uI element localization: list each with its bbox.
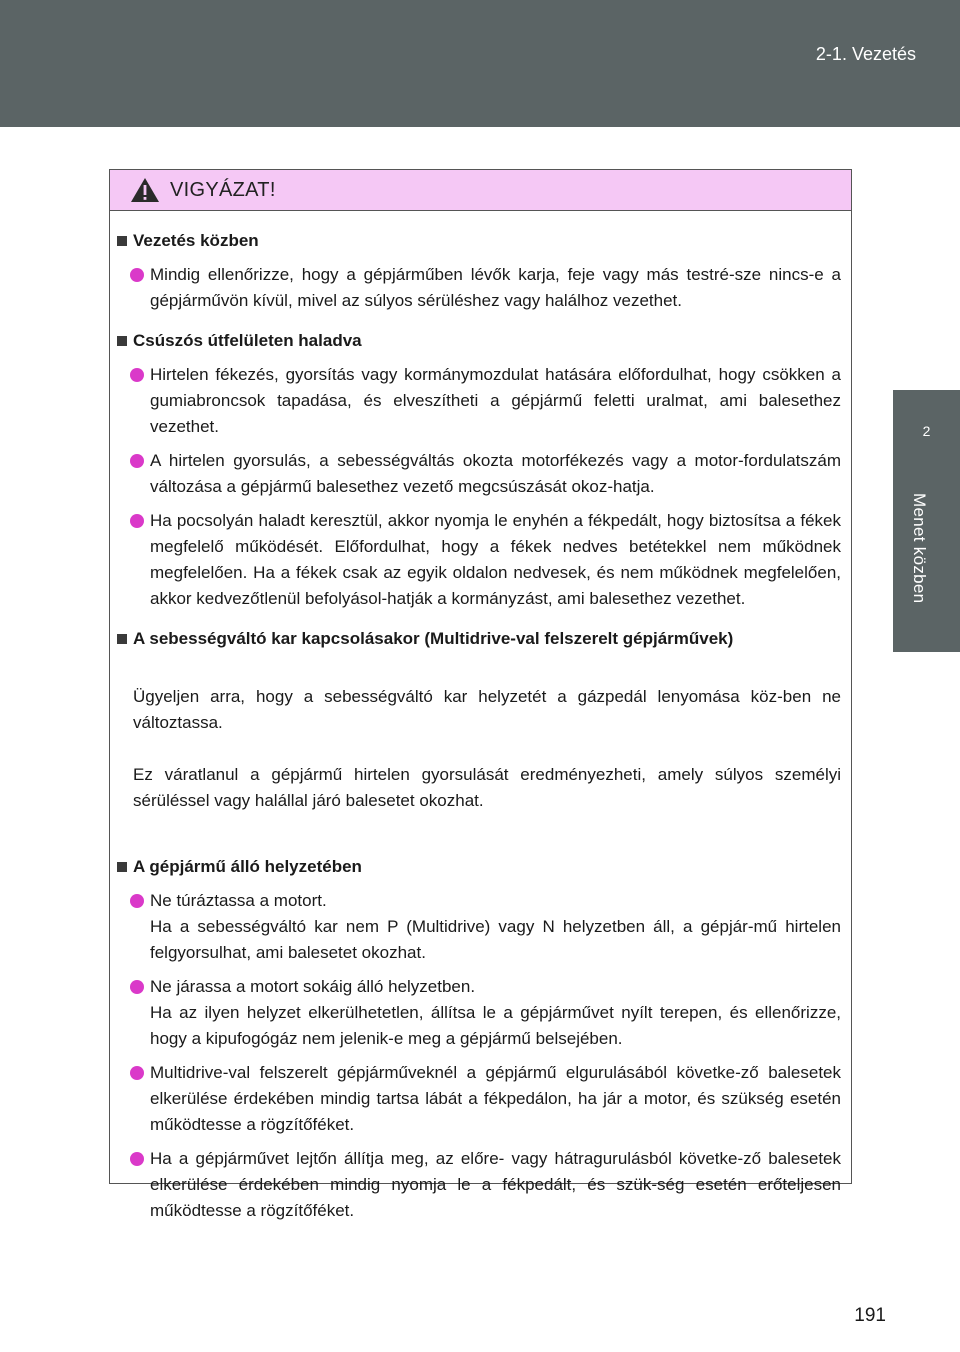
dot-bullet-icon [130,268,144,282]
list-item: Hirtelen fékezés, gyorsítás vagy kormánymozdulat hatására előfordulhat, hogy csökken a gumiabroncsok tapadása, és elveszítheti a gépjármű feletti uralmat, ami balesethez vezethet. [116,362,841,440]
list-item: Ha pocsolyán haladt keresztül, akkor nyomja le enyhén a fékpedált, hogy biztosítsa a fékek megfelelő működését. Előfordulhat, hogy a fékek nedves betétekkel nem működnek megfelelően. Ha a fékek csak az egyik oldalon nedvesek, és nem működnek megfelelően, akkor kedvezőtlenül befolyásol-hatják a kormányzást, ami balesethez vezethet. [116,508,841,612]
square-bullet-icon [117,236,127,246]
chapter-title: Menet közben [910,493,929,604]
section-driving [116,228,841,314]
section-label: 2-1. Vezetés [815,44,916,64]
dot-bullet-icon [130,514,144,528]
chapter-number: 2 [922,423,931,439]
section-title: Vezetés közben [116,228,841,254]
square-bullet-icon [117,336,127,346]
section-shift-lever [116,626,841,840]
dot-bullet-icon [130,894,144,908]
square-bullet-icon [117,634,127,644]
warning-body [110,211,851,1224]
dot-bullet-icon [130,1066,144,1080]
warning-header [110,170,851,211]
section-title: Csúszós útfelületen haladva [116,328,841,354]
square-bullet-icon [117,862,127,872]
warning-box [109,169,852,1220]
section-title: A gépjármű álló helyzetében [116,854,841,880]
section-stationary [116,854,841,1224]
page-number: 191 [854,1305,886,1326]
list-item: Ne járassa a motort sokáig álló helyzetben. Ha az ilyen helyzet elkerülhetetlen, állítsa le a gépjárművet nyílt terepen, és ellenőrizze, hogy a kipufogógáz nem jelenik-e meg a gépjármű belsejében. [116,974,841,1052]
list-item: Ha a gépjárművet lejtőn állítja meg, az előre- vagy hátragurulásból követke-ző balesetek elkerülése érdekében mindig nyomja le a fékpedált, és szük-ség esetén erőteljesen működtesse a rögzítőféket. [116,1146,841,1224]
dot-bullet-icon [130,1152,144,1166]
list-item: Ne túráztassa a motort. Ha a sebességváltó kar nem P (Multidrive) vagy N helyzetben áll, a gépjár-mű hirtelen felgyorsulhat, ami balesetet okozhat. [116,888,841,966]
dot-bullet-icon [130,454,144,468]
warning-title: VIGYÁZAT! [170,178,276,201]
dot-bullet-icon [130,368,144,382]
warning-triangle-icon [130,177,160,203]
list-item: Mindig ellenőrizze, hogy a gépjárműben lévők karja, feje vagy más testré-sze nincs-e a gépjárművön kívül, mivel az súlyos sérüléshez vagy halálhoz vezethet. [116,262,841,314]
list-item: Multidrive-val felszerelt gépjárműveknél a gépjármű elgurulásából követke-ző balesetek elkerülése érdekében mindig tartsa lábát a fékpedálon, ha jár a motor, és szükség esetén működtesse a rögzítőféket. [116,1060,841,1138]
section-slippery [116,328,841,612]
list-item: A hirtelen gyorsulás, a sebességváltás okozta motorfékezés vagy a motor-fordulatszám változása a gépjármű balesethez vezető megcsúszását okoz-hatja. [116,448,841,500]
paragraph: Ügyeljen arra, hogy a sebességváltó kar helyzetét a gázpedál lenyomása köz-ben ne változtassa. Ez váratlanul a gépjármű hirtelen gyorsulását eredményezheti, amely súlyos személyi sérüléssel vagy halállal járó balesetet okozhat. [133,687,841,810]
header-band [0,0,960,127]
section-title: A sebességváltó kar kapcsolásakor (Multidrive-val felszerelt gépjárművek) [116,626,841,652]
dot-bullet-icon [130,980,144,994]
